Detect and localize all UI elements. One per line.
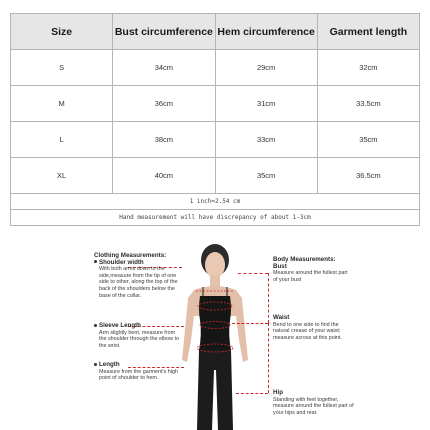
bust-title: Bust <box>273 262 287 270</box>
cell-hem: 35cm <box>215 158 317 194</box>
inch-conversion-note: 1 inch=2.54 cm <box>11 194 420 210</box>
waist-callout-line <box>232 323 268 324</box>
waist-text: Bend to one side to find the natural crease of your waist; measure across at this point. <box>273 321 342 341</box>
bust-callout-line <box>238 273 268 274</box>
cell-size: S <box>11 50 113 86</box>
table-row <box>11 50 420 86</box>
bust-text: Measure around the fullest part of your bust <box>273 270 348 283</box>
waist-title: Waist <box>273 314 290 321</box>
shoulder-width-text: With both arms down to the side,measure from the tip of one side to other, along the top of the back of the shoulders below the base of the collar. <box>99 266 178 299</box>
cell-length: 32cm <box>317 50 419 86</box>
cell-hem: 33cm <box>215 122 317 158</box>
header-length: Garment length <box>317 14 419 50</box>
hip-guide <box>273 390 355 416</box>
bullet-icon <box>94 260 97 263</box>
waist-guide <box>273 315 355 341</box>
hip-title: Hip <box>273 389 283 396</box>
bust-guide <box>273 257 353 283</box>
table-row <box>11 122 420 158</box>
table-row <box>11 86 420 122</box>
cell-bust: 36cm <box>113 86 215 122</box>
length-title: Length <box>99 361 120 368</box>
cell-size: L <box>11 122 113 158</box>
measurement-discrepancy-note: Hand measurement will have discrepancy of about 1-3cm <box>11 210 420 226</box>
table-header-row <box>11 14 420 50</box>
sleeve-length-title: Sleeve Length <box>99 322 141 329</box>
sleeve-length-guide <box>94 323 182 349</box>
length-guide <box>94 362 182 382</box>
cell-bust: 34cm <box>113 50 215 86</box>
cell-length: 33.5cm <box>317 86 419 122</box>
hip-text: Standing with feet together, measure around the fullest part of your hips and rear. <box>273 396 354 416</box>
bullet-icon <box>94 363 97 366</box>
cell-hem: 31cm <box>215 86 317 122</box>
shoulder-width-guide <box>94 253 182 299</box>
shoulder-width-title: Shoulder width <box>99 258 144 266</box>
cell-length: 36.5cm <box>317 158 419 194</box>
header-bust: Bust circumference <box>113 14 215 50</box>
note-row <box>11 194 420 210</box>
hip-callout-line <box>236 393 268 394</box>
bullet-icon <box>94 324 97 327</box>
note-row <box>11 210 420 226</box>
hip-callout-vertical <box>268 323 269 393</box>
cell-size: M <box>11 86 113 122</box>
header-size: Size <box>11 14 113 50</box>
cell-length: 35cm <box>317 122 419 158</box>
clothing-measurements-title: Clothing Measurements: <box>94 252 167 259</box>
cell-bust: 40cm <box>113 158 215 194</box>
length-text: Measure from the garment's high point of shoulder to hem. <box>99 368 178 382</box>
cell-bust: 38cm <box>113 122 215 158</box>
body-callout-vertical <box>268 273 269 323</box>
body-measurements-title: Body Measurements: <box>273 256 336 263</box>
measurement-guide <box>0 240 430 430</box>
cell-hem: 29cm <box>215 50 317 86</box>
cell-size: XL <box>11 158 113 194</box>
header-hem: Hem circumference <box>215 14 317 50</box>
size-chart-table <box>10 13 420 226</box>
sleeve-length-text: Arm slightly bent, measure from the shoulder through the elbow to the wrist. <box>99 329 180 349</box>
table-row <box>11 158 420 194</box>
